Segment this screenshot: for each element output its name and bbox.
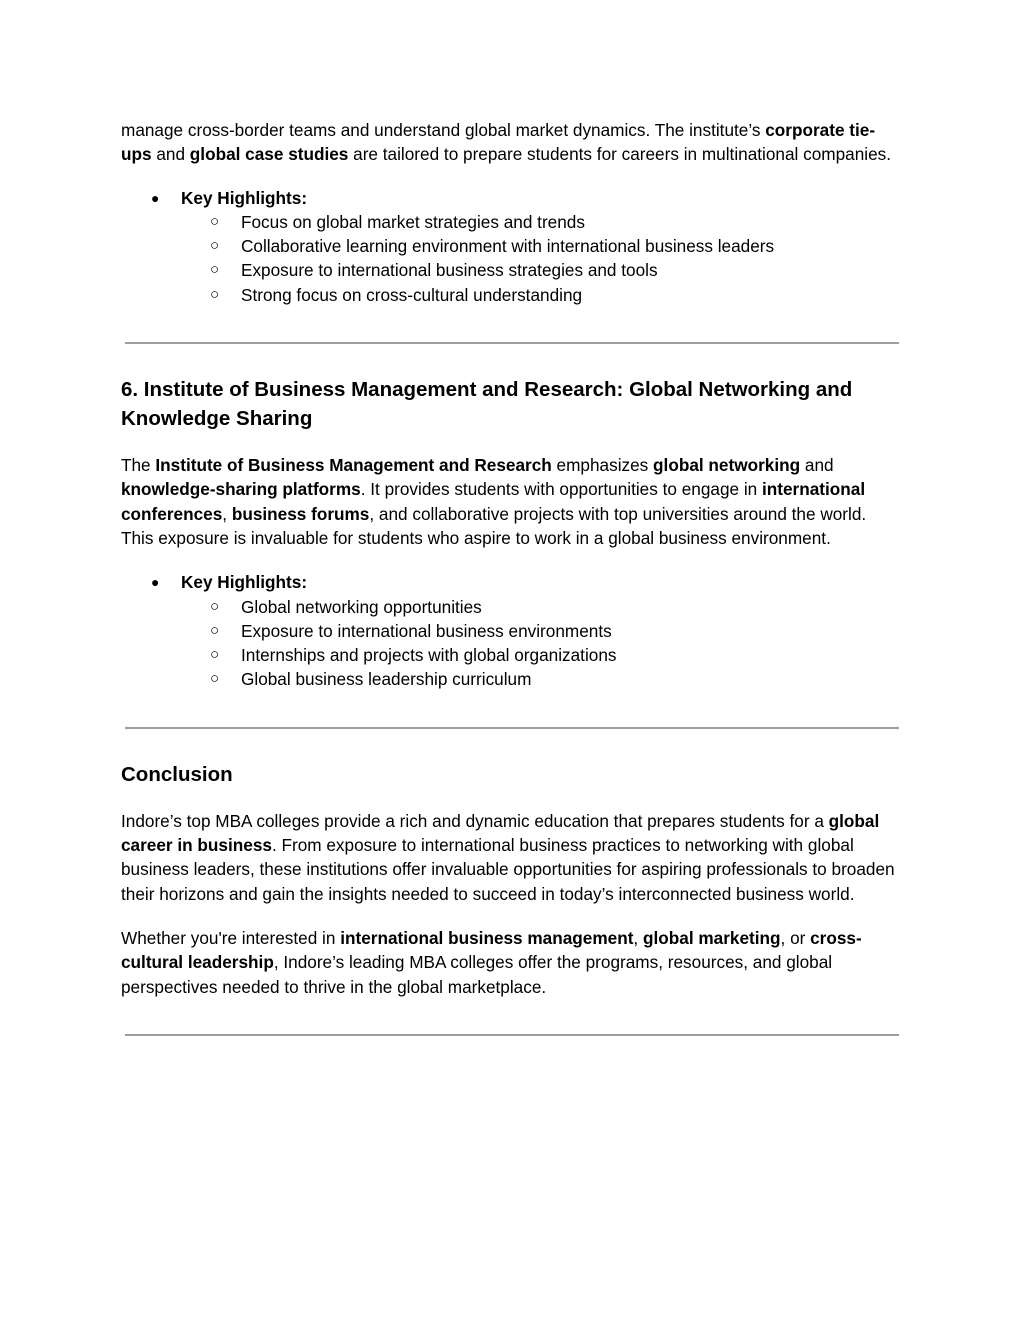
bullet-icon: ● <box>151 189 160 206</box>
text-run: emphasizes <box>551 455 654 476</box>
bold-run: Institute of Business Management and Research <box>155 455 552 476</box>
conclusion-paragraph-1 <box>121 809 901 906</box>
sub-bullet-icon: ○ <box>210 646 220 664</box>
list-item <box>121 570 901 594</box>
list-item-text: Focus on global market strategies and trends <box>241 211 585 232</box>
list-item <box>121 210 901 234</box>
bold-run: international conferences <box>121 479 866 524</box>
key-highlights-list-2 <box>121 570 901 691</box>
text-run: . It provides students with opportunities to engage in <box>360 479 762 500</box>
sub-bullet-icon: ○ <box>210 212 220 230</box>
list-title: Key Highlights: <box>181 187 308 208</box>
intro-bold-corporate-tie-ups: corporate tie-ups <box>121 120 876 165</box>
document-page <box>121 118 901 1036</box>
text-run: , <box>633 927 643 948</box>
list-item <box>121 283 901 307</box>
sub-bullet-icon: ○ <box>210 237 220 255</box>
list-item-text: Global networking opportunities <box>241 596 482 617</box>
section-heading: 6. Institute of Business Management and Research: Global Networking and Knowledge Sharing <box>121 378 853 431</box>
list-item <box>121 667 901 691</box>
text-run: , <box>222 503 232 524</box>
list-item-text: Collaborative learning environment with international business leaders <box>241 236 775 257</box>
bold-run: global marketing <box>642 927 781 948</box>
list-item <box>121 258 901 282</box>
list-item-text: Global business leadership curriculum <box>241 669 532 690</box>
bold-run: global career in business <box>121 810 880 856</box>
list-item-text: Internships and projects with global organizations <box>241 645 617 666</box>
list-title: Key Highlights: <box>181 572 308 593</box>
list-item <box>121 643 901 667</box>
text-run: , Indore’s leading MBA colleges offer the programs, resources, and global perspectives needed to thrive in the global marketplace. <box>121 952 833 997</box>
list-item-text: Exposure to international business environments <box>241 620 612 641</box>
list-item <box>121 186 901 210</box>
text-run: Indore’s top MBA colleges provide a rich and dynamic education that prepares students for a <box>121 810 829 831</box>
text-run: , or <box>780 927 811 948</box>
sub-bullet-icon: ○ <box>210 285 220 303</box>
text-run: and <box>800 455 834 476</box>
text-run: The <box>121 455 156 476</box>
sub-bullet-icon: ○ <box>210 621 220 639</box>
bold-run: international business management <box>340 927 634 948</box>
sub-bullet-icon: ○ <box>210 670 220 688</box>
list-item <box>121 619 901 643</box>
conclusion-paragraph-2 <box>121 926 901 999</box>
bold-run: business forums <box>231 503 370 524</box>
text-run: Whether you're interested in <box>121 927 341 948</box>
list-item-text: Strong focus on cross-cultural understanding <box>241 284 583 305</box>
list-item-text: Exposure to international business strategies and tools <box>241 260 658 281</box>
conclusion-heading: Conclusion <box>121 762 233 786</box>
key-highlights-list-1 <box>121 186 901 307</box>
intro-bold-global-case-studies: global case studies <box>189 144 349 165</box>
horizontal-divider <box>125 1034 899 1036</box>
sub-bullet-icon: ○ <box>210 261 220 279</box>
list-item <box>121 234 901 258</box>
bold-run: knowledge-sharing platforms <box>121 479 361 500</box>
list-item <box>121 595 901 619</box>
bullet-icon: ● <box>151 574 160 591</box>
intro-text-3: are tailored to prepare students for careers in multinational companies. <box>348 144 892 165</box>
text-run: . From exposure to international business practices to networking with global business leaders, these institutions offer invaluable opportunities for aspiring professionals to broaden their horizons and gain the insights needed to succeed in today’s interconnected business world. <box>121 835 895 904</box>
bold-run: cross-cultural leadership <box>121 927 862 973</box>
text-run: , and collaborative projects with top universities around the world. This exposure is invaluable for students who aspire to work in a global business environment. <box>121 503 867 548</box>
sub-bullet-icon: ○ <box>210 597 220 615</box>
intro-paragraph <box>121 118 901 167</box>
intro-text-1: manage cross-border teams and understand global market dynamics. The institute’s <box>121 120 766 140</box>
section-paragraph <box>121 453 901 550</box>
intro-text-2: and <box>151 144 190 165</box>
bold-run: global networking <box>653 455 801 476</box>
